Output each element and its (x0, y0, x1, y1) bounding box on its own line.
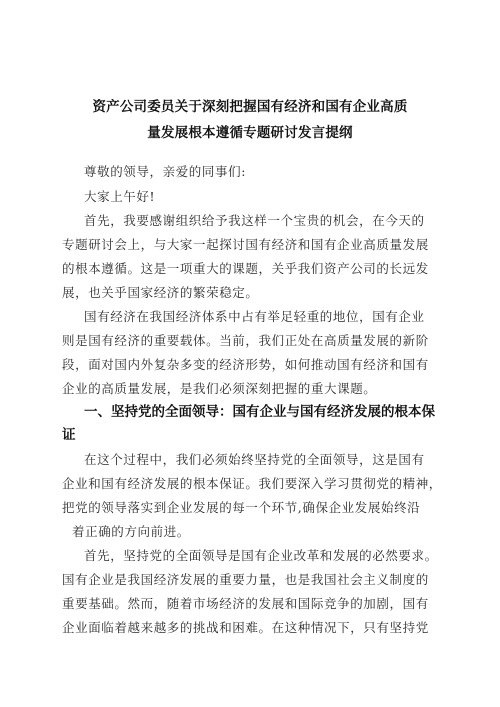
paragraph-4-line-4: 企业面临着越来越多的挑战和困难。在这种情况下，只有坚持党 (62, 620, 429, 635)
paragraph-1-line-2: 专题研讨会上，与大家一起探讨国有经济和国有企业高质量发展 (62, 237, 429, 252)
paragraph-4-line-2: 国有企业是我国经济发展的重要力量，也是我国社会主义制度的 (62, 572, 429, 587)
paragraph-3-line-2: 企业和国有经济发展的根本保证。我们要深入学习贯彻党的精神， (62, 476, 442, 491)
paragraph-3-line-3: 把党的领导落实到企业发展的每一个环节,确保企业发展始终沿 (62, 500, 421, 515)
paragraph-1-line-1: 首先，我要感谢组织给予我这样一个宝贵的机会，在今天的 (84, 213, 425, 228)
paragraph-2-line-4: 企业的高质量发展，是我们必须深刻把握的重大课题。 (62, 381, 377, 396)
paragraph-3-line-1: 在这个过程中，我们必须始终坚持党的全面领导，这是国有 (84, 452, 425, 467)
document-title-line-1: 资产公司委员关于深刻把握国有经济和国有企业高质 (92, 99, 408, 115)
paragraph-4-line-3: 重要基础。然而，随着市场经济的发展和国际竞争的加剧，国有 (62, 596, 429, 611)
document-title-line-2: 量发展根本遵循专题研讨发言提纲 (147, 125, 353, 141)
paragraph-3-line-4: 着正确的方向前进。 (72, 524, 190, 539)
greeting: 尊敬的领导，亲爱的同事们: (84, 164, 247, 179)
paragraph-2-line-3: 段，面对国内外复杂多变的经济形势，如何推动国有经济和国有 (62, 357, 429, 372)
paragraph-4-line-1: 首先，坚持党的全面领导是国有企业改革和发展的必然要求。 (84, 548, 438, 563)
paragraph-2-line-2: 则是国有经济的重要载体。当前，我们正处在高质量发展的新阶 (62, 333, 429, 348)
section-1-heading-line-2: 证 (62, 427, 76, 443)
section-1-heading-line-1: 一、坚持党的全面领导：国有企业与国有经济发展的根本保 (84, 404, 435, 420)
paragraph-2-line-1: 国有经济在我国经济体系中占有举足轻重的地位，国有企业 (84, 309, 425, 324)
paragraph-1-line-3: 的根本遵循。这是一项重大的课题，关乎我们资产公司的长远发 (62, 261, 429, 276)
hello: 大家上午好! (84, 189, 156, 204)
paragraph-1-line-4: 展，也关乎国家经济的繁荣稳定。 (62, 285, 259, 300)
